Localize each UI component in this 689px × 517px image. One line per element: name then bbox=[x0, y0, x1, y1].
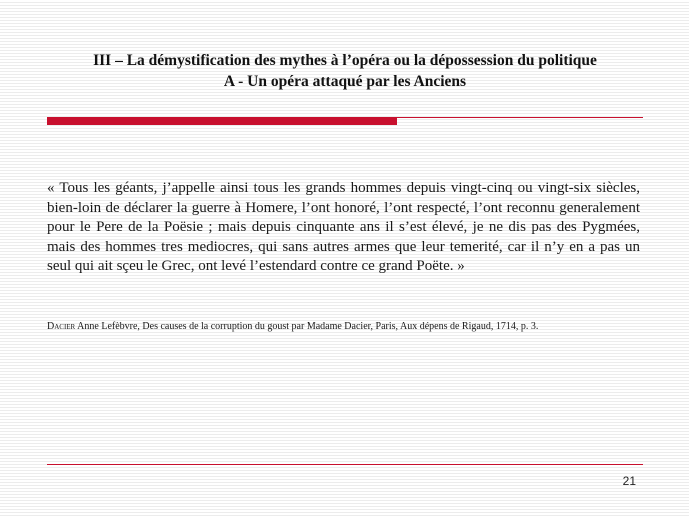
citation-author: Dacier bbox=[47, 321, 76, 332]
footer-divider-line bbox=[47, 464, 643, 465]
quote-text: « Tous les géants, j’appelle ainsi tous les grands hommes depuis vingt-cinq ou vingt-six siècles, bien-loin de déclarer la guerre à Homere, l’ont honoré, l’ont respecté, l’ont reconnu generalement pour le Pere de la Poësie ; mais depuis cinquante ans il s’est élevé, je ne dis pas des Pygmées, mais des hommes tres mediocres, qui sans autres armes que leur temerité, car il n’y en a pas un seul qui ait sçeu le Grec, ont levé l’estendard contre ce grand Poëte. » bbox=[47, 180, 640, 275]
slide-title bbox=[40, 50, 650, 92]
title-line-2: A - Un opéra attaqué par les Anciens bbox=[223, 73, 467, 90]
citation bbox=[47, 320, 647, 334]
title-line-1: III – La démystification des mythes à l’opéra ou la dépossession du politique bbox=[93, 52, 597, 69]
header-accent-bar bbox=[47, 117, 397, 125]
header-divider-line bbox=[397, 117, 643, 118]
citation-details: Anne Lefèbvre, Des causes de la corruption du goust par Madame Dacier, Paris, Aux dépens de Rigaud, 1714, p. 3. bbox=[75, 321, 539, 332]
page-number: 21 bbox=[622, 474, 636, 488]
